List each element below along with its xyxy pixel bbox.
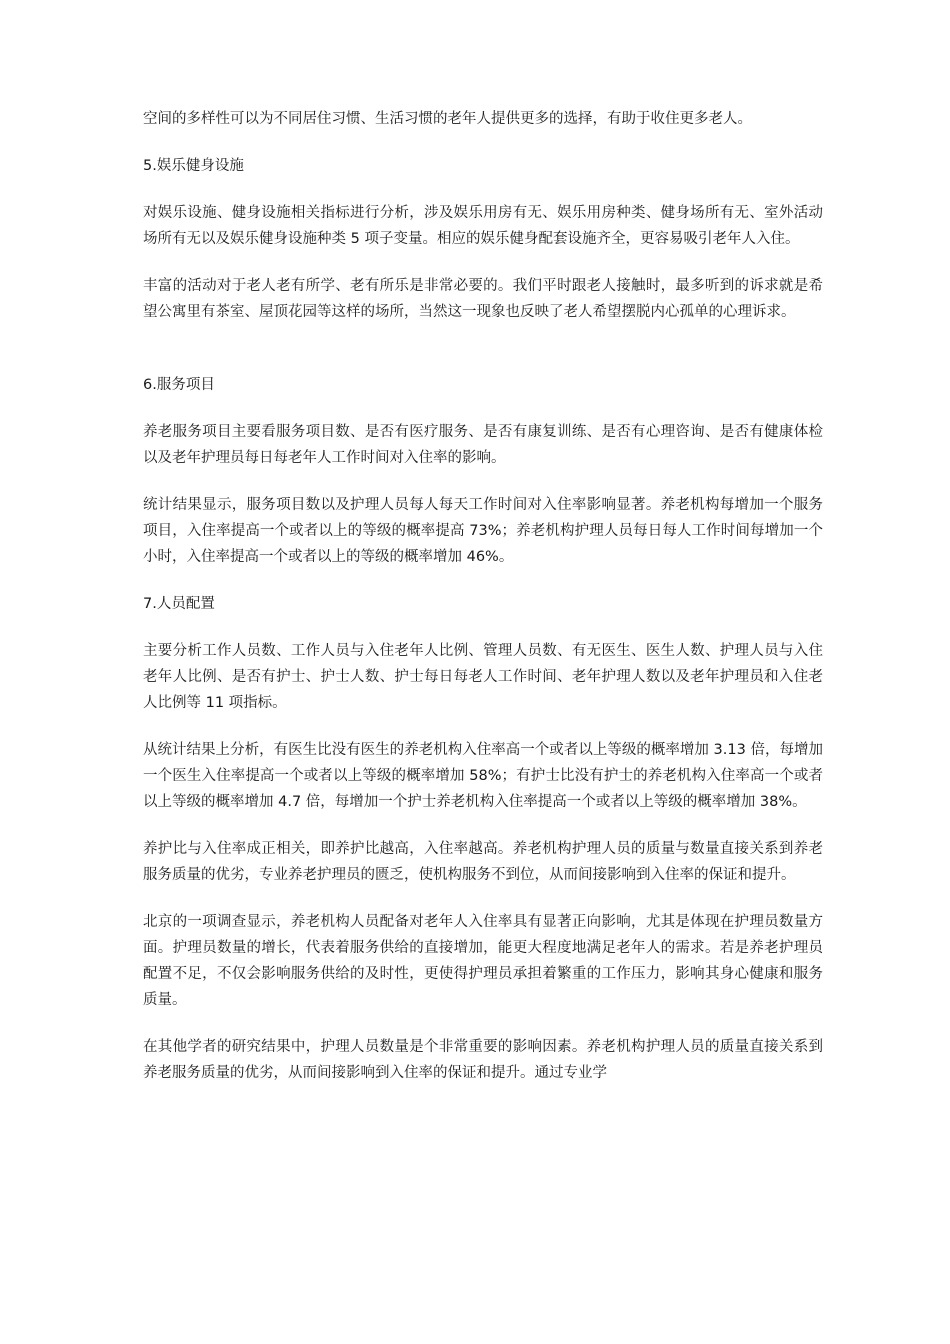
- document-body: [143, 106, 823, 1107]
- paragraph: 从统计结果上分析，有医生比没有医生的养老机构入住率高一个或者以上等级的概率增加 3.13 倍，每增加一个医生入住率提高一个或者以上等级的概率增加 58%；有护士比没有护士的养老机构入住率高一个或者以上等级的概率增加 4.7 倍，每增加一个护士养老机构入住率提高一个或者以上等级的概率增加 38%。: [143, 742, 823, 810]
- paragraph: 养老服务项目主要看服务项目数、是否有医疗服务、是否有康复训练、是否有心理咨询、是否有健康体检以及老年护理员每日每老年人工作时间对入住率的影响。: [143, 424, 823, 466]
- section-heading-entertainment-fitness: 5.娱乐健身设施: [143, 158, 244, 174]
- paragraph: 养护比与入住率成正相关，即养护比越高，入住率越高。养老机构护理人员的质量与数量直接关系到养老服务质量的优劣，专业养老护理员的匮乏，使机构服务不到位，从而间接影响到入住率的保证和提升。: [143, 841, 823, 883]
- paragraph: 北京的一项调查显示，养老机构人员配备对老年人入住率具有显著正向影响，尤其是体现在护理员数量方面。护理员数量的增长，代表着服务供给的直接增加，能更大程度地满足老年人的需求。若是养老护理员配置不足，不仅会影响服务供给的及时性，更使得护理员承担着繁重的工作压力，影响其身心健康和服务质量。: [143, 914, 823, 1008]
- paragraph: 统计结果显示，服务项目数以及护理人员每人每天工作时间对入住率影响显著。养老机构每增加一个服务项目，入住率提高一个或者以上的等级的概率提高 73%；养老机构护理人员每日每人工作时间每增加一个小时，入住率提高一个或者以上的等级的概率增加 46%。: [143, 497, 823, 565]
- section-heading-service-items: 6.服务项目: [143, 377, 215, 393]
- section-heading-staffing: 7.人员配置: [143, 596, 215, 612]
- paragraph: 对娱乐设施、健身设施相关指标进行分析，涉及娱乐用房有无、娱乐用房种类、健身场所有无、室外活动场所有无以及娱乐健身设施种类 5 项子变量。相应的娱乐健身配套设施齐全，更容易吸引老年人入住。: [143, 205, 823, 247]
- paragraph: 丰富的活动对于老人老有所学、老有所乐是非常必要的。我们平时跟老人接触时，最多听到的诉求就是希望公寓里有茶室、屋顶花园等这样的场所，当然这一现象也反映了老人希望摆脱内心孤单的心理诉求。: [143, 278, 823, 320]
- paragraph: 主要分析工作人员数、工作人员与入住老年人比例、管理人员数、有无医生、医生人数、护理人员与入住老年人比例、是否有护士、护士人数、护士每日每老人工作时间、老年护理人数以及老年护理员和入住老人比例等 11 项指标。: [143, 643, 823, 711]
- paragraph: 空间的多样性可以为不同居住习惯、生活习惯的老年人提供更多的选择，有助于收住更多老人。: [143, 111, 752, 127]
- paragraph: 在其他学者的研究结果中，护理人员数量是个非常重要的影响因素。养老机构护理人员的质量直接关系到养老服务质量的优劣，从而间接影响到入住率的保证和提升。通过专业学: [143, 1039, 823, 1081]
